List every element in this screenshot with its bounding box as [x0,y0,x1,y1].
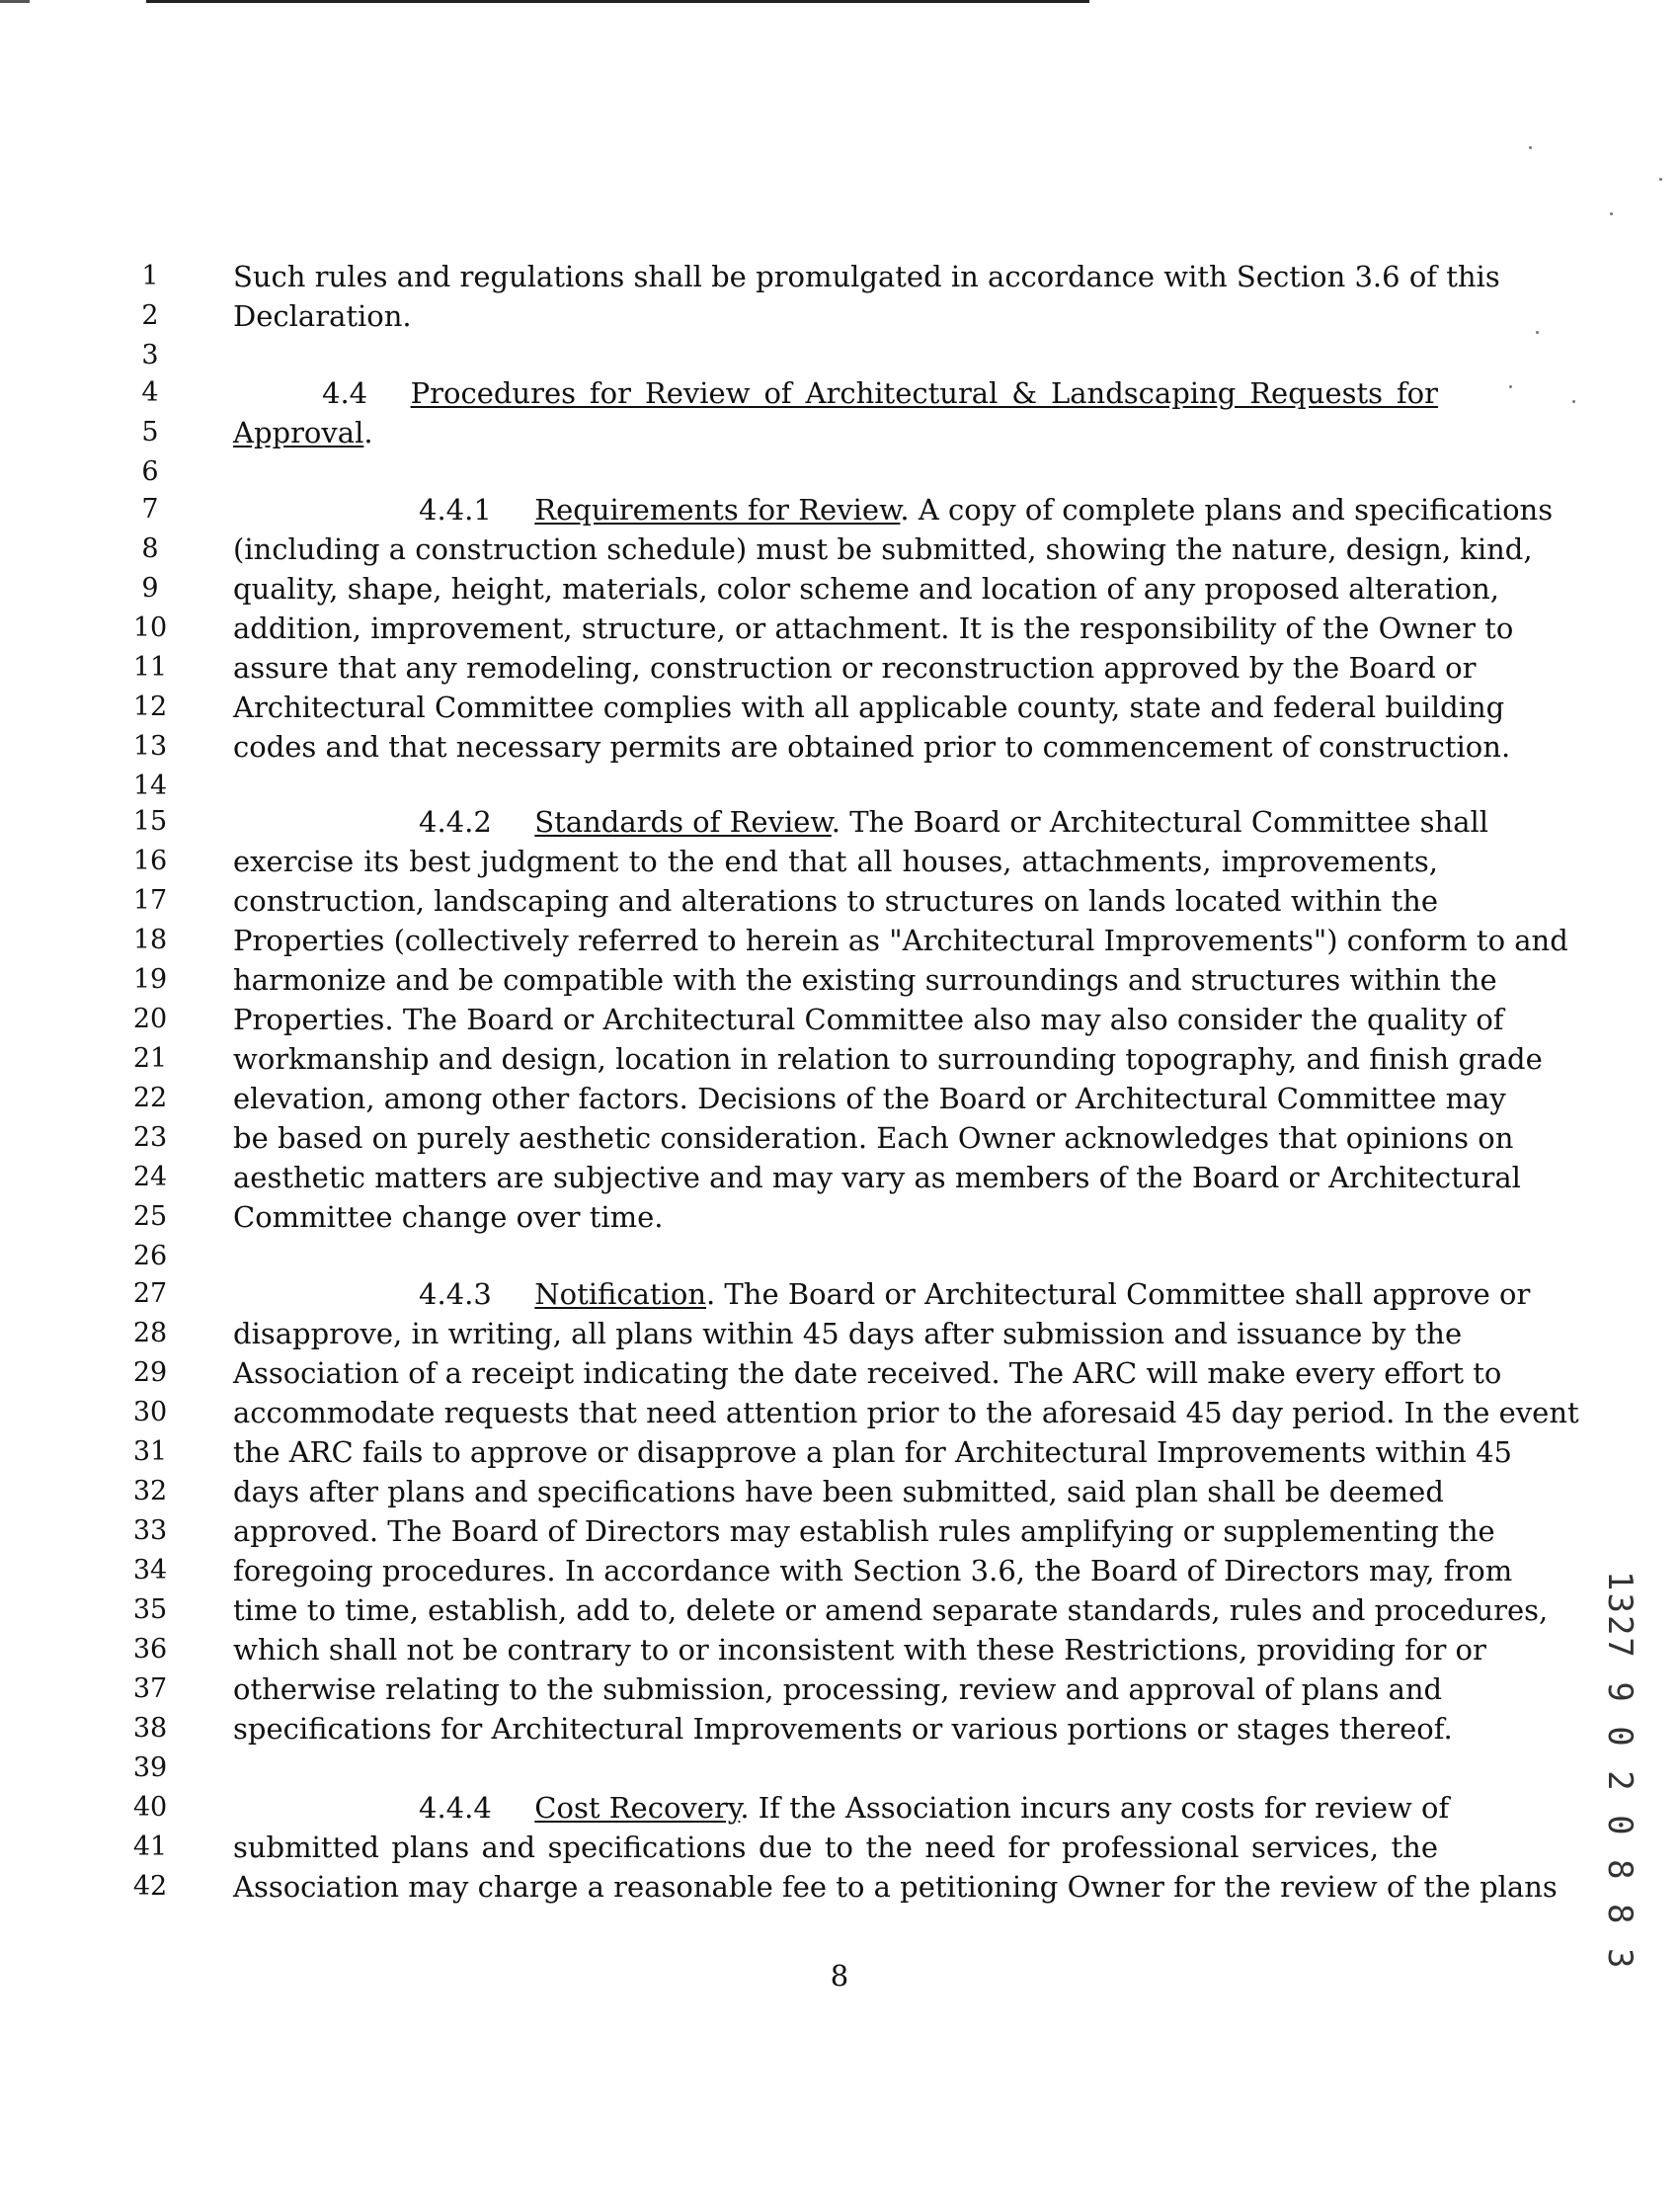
line-number: 28 [132,1318,168,1348]
line-number: 10 [132,612,168,643]
text-line: aesthetic matters are subjective and may vary as members of the Board or Architectural [233,1161,1521,1194]
scan-speck [1610,212,1613,215]
text-line: accommodate requests that need attention prior to the aforesaid 45 day period. In the event [233,1396,1579,1429]
text-line: Properties (collectively referred to herein as "Architectural Improvements") conform to and [233,924,1568,957]
line-number: 25 [132,1201,168,1232]
line-number: 34 [132,1555,168,1586]
text-line: submitted plans and specifications due to the need for professional services, the [233,1831,1438,1864]
line-number: 20 [132,1004,168,1034]
scan-top-border-left [0,0,30,3]
section-number: 4.4.3 [419,1277,492,1311]
line-number: 16 [132,846,168,876]
text-line: Association of a receipt indicating the date received. The ARC will make every effort to [233,1356,1502,1390]
line-number: 40 [132,1792,168,1823]
line-number: 6 [141,456,159,487]
text-line: the ARC fails to approve or disapprove a plan for Architectural Improvements within 45 [233,1435,1512,1469]
line-number: 35 [132,1594,168,1625]
recording-stamp-text: 1327 9 0 2 0 8 8 3 [1600,1571,1640,1971]
line-number: 8 [141,533,159,564]
line-number: 31 [132,1436,168,1467]
text-line: quality, shape, height, materials, color scheme and location of any proposed alteration, [233,572,1499,606]
line-number: 18 [132,925,168,955]
section-number: 4.4.2 [419,805,492,839]
line-number: 17 [132,885,168,916]
line-number: 2 [141,300,159,331]
line-number: 13 [132,731,168,762]
text-line [419,1788,1450,1828]
line-number: 21 [132,1043,168,1074]
line-number: 36 [132,1634,168,1665]
text-line: Such rules and regulations shall be promulgated in accordance with Section 3.6 of this [233,260,1500,293]
text-line: codes and that necessary permits are obtained prior to commencement of construction. [233,730,1511,764]
line-number: 39 [132,1752,168,1783]
section-heading: Requirements for Review [534,493,901,527]
text-line: approved. The Board of Directors may establish rules amplifying or supplementing the [233,1514,1495,1548]
line-number: 30 [132,1397,168,1427]
line-number: 19 [132,964,168,995]
line-number: 23 [132,1122,168,1153]
text-line: harmonize and be compatible with the existing surroundings and structures within the [233,963,1497,997]
scan-speck [1659,178,1662,181]
text-line: elevation, among other factors. Decisions of the Board or Architectural Committee may [233,1082,1506,1115]
text-line: Declaration. [233,299,412,333]
text-line [322,373,1438,413]
line-number: 7 [141,494,159,525]
line-number: 38 [132,1713,168,1744]
section-text: . If the Association incurs any costs for review of [740,1791,1450,1825]
line-number: 37 [132,1673,168,1704]
text-line: Properties. The Board or Architectural Committee also may also consider the quality of [233,1003,1504,1036]
section-number: 4.4 [322,376,368,410]
page-number: 8 [830,1959,849,1993]
line-number: 5 [141,417,159,448]
text-line: which shall not be contrary to or inconsistent with these Restrictions, providing for or [233,1633,1486,1667]
text-line: be based on purely aesthetic consideration. Each Owner acknowledges that opinions on [233,1121,1514,1155]
line-number: 9 [141,573,159,604]
text-line: workmanship and design, location in relation to surrounding topography, and finish grade [233,1042,1543,1076]
text-line: exercise its best judgment to the end that all houses, attachments, improvements, [233,845,1438,878]
line-number: 14 [132,771,168,801]
scan-top-border [146,0,1089,3]
scan-speck [1572,400,1575,403]
text-line [233,413,1438,452]
section-text: . The Board or Architectural Committee shall approve or [706,1277,1531,1311]
scan-speck [1509,385,1512,388]
line-number: 32 [132,1476,168,1506]
line-number: 27 [132,1278,168,1309]
section-number: 4.4.4 [419,1791,492,1825]
text-line [419,1274,1531,1314]
recording-stamp [1590,1571,1659,1971]
line-number: 15 [132,806,168,837]
section-text: . The Board or Architectural Committee shall [831,805,1489,839]
text-line: specifications for Architectural Improvements or various portions or stages thereof. [233,1712,1453,1746]
scan-speck [1536,331,1539,334]
text-line: Committee change over time. [233,1200,664,1234]
section-heading: Notification [534,1277,706,1311]
text-line: addition, improvement, structure, or attachment. It is the responsibility of the Owner to [233,611,1514,645]
line-number: 22 [132,1083,168,1113]
text-line: (including a construction schedule) must be submitted, showing the nature, design, kind, [233,532,1533,566]
section-heading: Cost Recovery [534,1791,741,1825]
section-heading: Standards of Review [534,805,832,839]
scan-speck [1529,146,1532,149]
section-text: . A copy of complete plans and specifications [900,493,1554,527]
line-number: 12 [132,692,168,722]
text-line: assure that any remodeling, construction or reconstruction approved by the Board or [233,651,1477,685]
line-number: 4 [141,377,159,408]
section-number: 4.4.1 [419,493,492,527]
text-line: disapprove, in writing, all plans within 45 days after submission and issuance by the [233,1317,1463,1350]
line-number: 33 [132,1515,168,1546]
text-line: foregoing procedures. In accordance with Section 3.6, the Board of Directors may, from [233,1554,1513,1587]
text-line: otherwise relating to the submission, processing, review and approval of plans and [233,1672,1443,1706]
text-line [419,490,1554,529]
text-line: days after plans and specifications have been submitted, said plan shall be deemed [233,1475,1444,1508]
line-number: 29 [132,1357,168,1388]
line-number: 26 [132,1241,168,1271]
section-heading: Approval [233,416,364,449]
line-number: 3 [141,340,159,370]
line-number: 11 [132,652,168,683]
line-number: 24 [132,1162,168,1192]
line-number: 1 [141,261,159,291]
section-heading: Procedures for Review of Architectural & Landscaping Requests for [410,376,1438,410]
text-line: construction, landscaping and alterations to structures on lands located within the [233,884,1438,918]
text-line: Architectural Committee complies with all applicable county, state and federal building [233,691,1505,724]
text-line: time to time, establish, add to, delete or amend separate standards, rules and procedures, [233,1593,1549,1627]
text-line [419,802,1489,842]
line-number: 41 [132,1831,168,1862]
text-line: Association may charge a reasonable fee to a petitioning Owner for the review of the plans [233,1870,1558,1904]
section-text: . [363,416,373,449]
line-number: 42 [132,1871,168,1902]
